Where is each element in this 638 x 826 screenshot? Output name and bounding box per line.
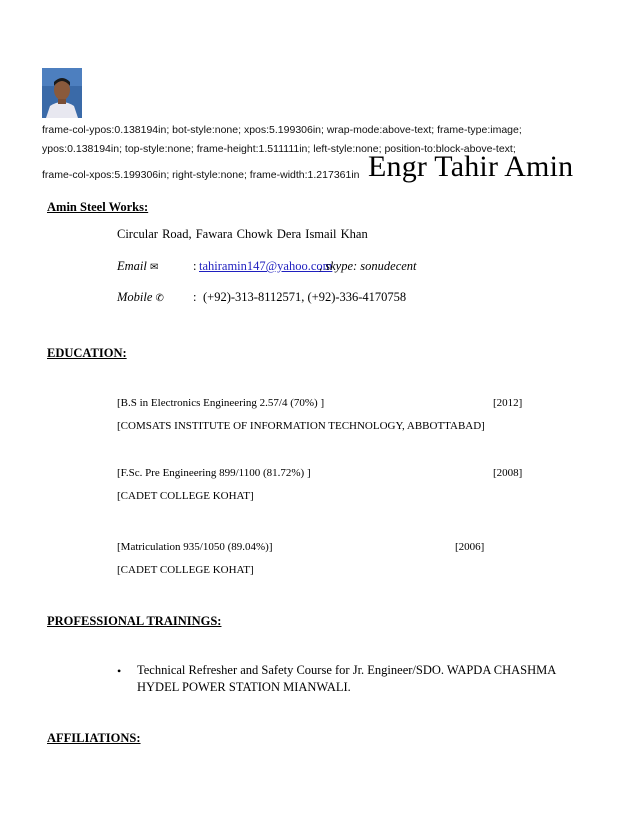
mobile-colon: : [193,290,197,304]
mobile-numbers: (+92)-313-8112571, (+92)-336-4170758 [203,290,407,304]
email-label-group [117,259,158,274]
education-year: [2006] [455,541,485,553]
education-institute: [COMSATS INSTITUTE OF INFORMATION TECHNOLOGY, ABBOTTABAD] [117,420,485,432]
training-item-line-2: HYDEL POWER STATION MIANWALI. [137,680,351,694]
company-heading: Amin Steel Works: [47,200,149,214]
education-institute: [CADET COLLEGE KOHAT] [117,564,254,576]
email-colon: : [193,259,197,273]
envelope-icon: ✉ [149,262,159,273]
email-link[interactable]: tahiramin147@yahoo.com [199,259,333,273]
bullet-icon: • [117,664,122,678]
education-heading: EDUCATION: [47,346,127,360]
frame-properties-line-2: ypos:0.138194in; top-style:none; frame-height:1.511111in; left-style:none; position-to:block-above-text; [42,143,516,155]
education-year: [2012] [493,397,523,409]
candidate-name: Engr Tahir Amin [368,150,574,183]
trainings-heading: PROFESSIONAL TRAININGS: [47,614,222,628]
education-degree: [Matriculation 935/1050 (89.04%)] [117,541,273,553]
education-institute: [CADET COLLEGE KOHAT] [117,490,254,502]
education-degree: [F.Sc. Pre Engineering 899/1100 (81.72%) ] [117,467,311,479]
mobile-label: Mobile [117,290,153,304]
profile-photo [42,68,82,118]
affiliations-heading: AFFILIATIONS: [47,731,141,745]
mobile-label-group [117,290,164,305]
phone-icon: ✆ [155,293,164,304]
education-year: [2008] [493,467,523,479]
frame-properties-line-1: frame-col-ypos:0.138194in; bot-style:none; xpos:5.199306in; wrap-mode:above-text; frame-type:image; [42,124,522,136]
email-label: Email [117,259,147,273]
education-degree: [B.S in Electronics Engineering 2.57/4 (70%) ] [117,397,325,409]
address: Circular Road, Fawara Chowk Dera Ismail Khan [117,227,368,241]
training-item-line-1: Technical Refresher and Safety Course for Jr. Engineer/SDO. WAPDA CHASHMA [137,663,557,677]
skype-id: , skype: sonudecent [319,259,417,273]
frame-properties-line-3: frame-col-xpos:5.199306in; right-style:none; frame-width:1.217361in [42,169,360,181]
